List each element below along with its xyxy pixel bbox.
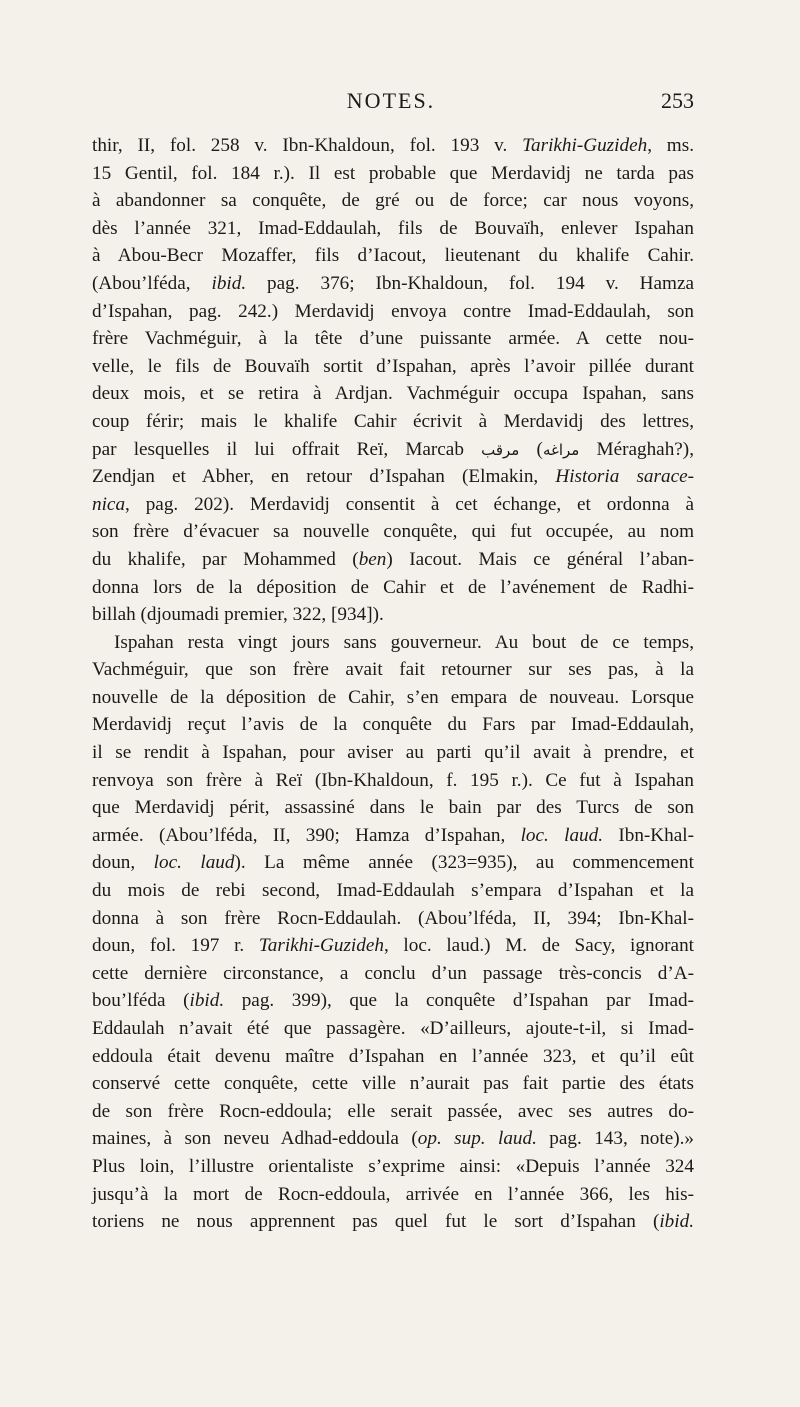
text-run: deux mois, et se retira à Ardjan. Vachméguir occupa Ispahan, sans xyxy=(92,383,694,405)
text-run: coup férir; mais le khalife Cahir écrivit à Merdavidj des lettres, xyxy=(92,410,694,432)
italic-reference: nica xyxy=(92,493,126,515)
text-run: maines, à son neveu Adhad-eddoula ( xyxy=(92,1128,418,1150)
text-run: doun, xyxy=(92,852,154,874)
text-run: de son frère Rocn-eddoula; elle serait passée, avec ses autres do- xyxy=(92,1100,694,1122)
text-line xyxy=(92,1015,694,1043)
text-run: ( xyxy=(519,438,543,460)
text-line xyxy=(92,132,694,160)
text-run: 15 Gentil, fol. 184 r.). Il est probable que Merdavidj ne tarda pas xyxy=(92,162,694,184)
text-line xyxy=(92,546,694,574)
text-run: Zendjan et Abher, en retour d’Ispahan (Elmakin, xyxy=(92,466,556,488)
text-line xyxy=(92,518,694,546)
running-title: NOTES. xyxy=(346,88,436,113)
text-run: dès l’année 321, Imad-Eddaulah, fils de Bouvaïh, enlever Ispahan xyxy=(92,217,694,239)
text-line xyxy=(92,629,694,657)
text-line xyxy=(92,187,694,215)
text-run: que Merdavidj périt, assassiné dans le bain par des Turcs de son xyxy=(92,797,694,819)
text-line xyxy=(92,1043,694,1071)
text-line xyxy=(92,877,694,905)
text-run: toriens ne nous apprennent pas quel fut le sort d’Ispahan ( xyxy=(92,1211,660,1233)
text-line xyxy=(92,905,694,933)
text-run: velle, le fils de Bouvaïh sortit d’Ispahan, après l’avoir pillée durant xyxy=(92,355,694,377)
text-line xyxy=(92,298,694,326)
text-run: jusqu’à la mort de Rocn-eddoula, arrivée en l’année 366, les his- xyxy=(92,1183,694,1205)
text-line xyxy=(92,1125,694,1153)
text-line xyxy=(92,601,694,629)
text-run: pag. 143, note).» xyxy=(536,1128,694,1150)
text-run: Ibn-Khal- xyxy=(603,824,694,846)
text-run: par lesquelles il lui offrait Reï, Marcab xyxy=(92,438,482,460)
text-line xyxy=(92,794,694,822)
text-run: eddoula était devenu maître d’Ispahan en l’année 323, et qu’il eût xyxy=(92,1045,694,1067)
text-line xyxy=(92,242,694,270)
text-run: Eddaulah n’avait été que passagère. «D’ailleurs, ajoute-t-il, si Imad- xyxy=(92,1018,694,1039)
text-line xyxy=(92,711,694,739)
arabic-word: مراغه xyxy=(542,440,580,459)
text-run: (Abou’lféda, xyxy=(92,272,212,294)
text-run: nouvelle de la déposition de Cahir, s’en empara de nouveau. Lorsque xyxy=(92,686,694,708)
text-run: à abandonner sa conquête, de gré ou de force; car nous voyons, xyxy=(92,190,694,212)
text-run: renvoya son frère à Reï (Ibn-Khaldoun, f. 195 r.). Ce fut à Ispahan xyxy=(92,769,694,791)
italic-reference: ibid. xyxy=(189,990,225,1012)
text-line xyxy=(92,160,694,188)
text-line xyxy=(92,1098,694,1126)
text-run: armée. (Abou’lféda, II, 390; Hamza d’Ispahan, xyxy=(92,824,521,846)
italic-reference: Tarikhi-Guzideh xyxy=(522,135,648,156)
text-line xyxy=(92,822,694,850)
text-line xyxy=(92,739,694,767)
text-run: thir, II, fol. 258 v. Ibn-Khaldoun, fol. 193 v. xyxy=(92,135,523,156)
text-run: bou’lféda ( xyxy=(92,990,190,1012)
text-run: il se rendit à Ispahan, pour aviser au parti qu’il avait à prendre, et xyxy=(92,742,694,764)
text-run: Ispahan resta vingt jours sans gouverneur. Au bout de ce temps, xyxy=(114,631,694,653)
text-line xyxy=(92,215,694,243)
page-header xyxy=(88,88,694,122)
text-run: du khalife, par Mohammed ( xyxy=(92,548,359,570)
text-run: conservé cette conquête, cette ville n’aurait pas fait partie des états xyxy=(92,1073,694,1095)
text-run: frère Vachméguir, à la tête d’une puissante armée. A cette nou- xyxy=(92,328,694,350)
text-run: cette dernière circonstance, a conclu d’un passage très-concis d’A- xyxy=(92,962,694,984)
text-run: doun, fol. 197 r. xyxy=(92,935,259,957)
italic-reference: ibid. xyxy=(659,1211,694,1233)
text-run: d’Ispahan, pag. 242.) Merdavidj envoya contre Imad-Eddaulah, son xyxy=(92,300,694,322)
italic-reference: loc. laud xyxy=(153,852,235,874)
text-line xyxy=(92,1181,694,1209)
text-run: ). La même année (323=935), au commencement xyxy=(234,852,694,874)
text-run: Vachméguir, que son frère avait fait retourner sur ses pas, à la xyxy=(92,659,694,681)
text-run: donna à son frère Rocn-Eddaulah. (Abou’lféda, II, 394; Ibn-Khal- xyxy=(92,907,694,929)
text-line xyxy=(92,463,694,491)
text-run: à Abou-Becr Mozaffer, fils d’Iacout, lieutenant du khalife Cahir. xyxy=(92,245,694,267)
italic-reference: loc. laud. xyxy=(520,824,604,846)
text-run: , pag. 202). Merdavidj consentit à cet échange, et ordonna à xyxy=(125,493,694,515)
text-line xyxy=(92,1208,694,1236)
text-run: , loc. laud.) M. de Sacy, ignorant xyxy=(383,935,694,957)
text-run: Merdavidj reçut l’avis de la conquête du Fars par Imad-Eddaulah, xyxy=(92,714,694,736)
text-line xyxy=(92,932,694,960)
text-line xyxy=(92,270,694,298)
text-run: billah (djoumadi premier, 322, [934]). xyxy=(92,604,384,626)
text-run: Méraghah?), xyxy=(579,438,694,460)
text-run: pag. 376; Ibn-Khaldoun, fol. 194 v. Hamza xyxy=(246,272,694,294)
text-line xyxy=(92,684,694,712)
text-run: ) Iacout. Mais ce général l’aban- xyxy=(386,548,694,570)
text-line xyxy=(92,325,694,353)
text-line xyxy=(92,960,694,988)
text-line xyxy=(92,849,694,877)
text-line xyxy=(92,408,694,436)
text-line xyxy=(92,1153,694,1181)
text-run: Plus loin, l’illustre orientaliste s’exprime ainsi: «Depuis l’année 324 xyxy=(92,1155,694,1177)
text-run: son frère d’évacuer sa nouvelle conquête, qui fut occupée, au nom xyxy=(92,521,694,543)
text-line xyxy=(92,987,694,1015)
arabic-word: مرقب xyxy=(481,440,520,459)
italic-reference: ibid. xyxy=(211,272,247,294)
text-line xyxy=(92,491,694,519)
italic-reference: Tarikhi-Guzideh xyxy=(258,935,384,957)
text-line xyxy=(92,574,694,602)
text-line xyxy=(92,436,694,464)
text-line xyxy=(92,767,694,795)
text-line xyxy=(92,1070,694,1098)
text-line xyxy=(92,380,694,408)
text-line xyxy=(92,353,694,381)
italic-reference: op. sup. laud. xyxy=(417,1128,537,1150)
italic-reference: ben xyxy=(358,548,387,570)
notes-body xyxy=(92,132,694,1236)
text-run: , ms. xyxy=(647,135,694,156)
text-run: pag. 399), que la conquête d’Ispahan par Imad- xyxy=(224,990,694,1012)
text-line xyxy=(92,656,694,684)
text-run: du mois de rebi second, Imad-Eddaulah s’empara d’Ispahan et la xyxy=(92,880,694,902)
italic-reference: Historia sarace- xyxy=(555,466,694,488)
page-number: 253 xyxy=(661,88,694,113)
text-run: donna lors de la déposition de Cahir et de l’avénement de Radhi- xyxy=(92,576,694,598)
